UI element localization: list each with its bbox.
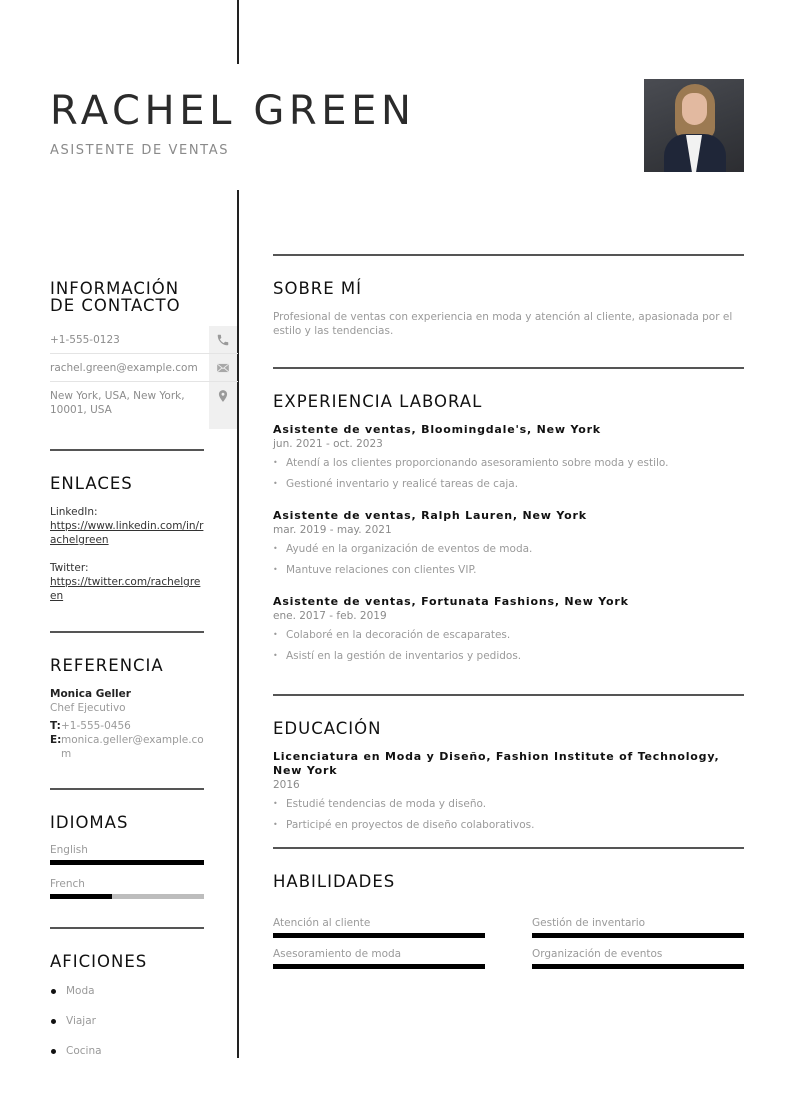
section-divider bbox=[50, 788, 204, 790]
reference-email-label: E: bbox=[50, 734, 62, 746]
skill-item bbox=[273, 948, 485, 969]
photo-face bbox=[682, 93, 707, 125]
phone-value: +1-555-0123 bbox=[50, 334, 120, 346]
education-bullet: • Estudié tendencias de moda y diseño. bbox=[273, 797, 744, 811]
hobby-label: Cocina bbox=[66, 1045, 102, 1057]
about-text: Profesional de ventas con experiencia en moda y atención al cliente, apasionada por el estilo y las tendencias. bbox=[273, 311, 733, 337]
hobby-label: Viajar bbox=[66, 1015, 96, 1027]
address-value: New York, USA, New York, 10001, USA bbox=[50, 390, 185, 416]
linkedin-label: LinkedIn: bbox=[50, 506, 98, 518]
hobby-item bbox=[50, 984, 204, 998]
reference-phone bbox=[50, 719, 204, 733]
language-level-fill bbox=[50, 860, 204, 865]
job-entry bbox=[273, 595, 744, 663]
hobby-item bbox=[50, 1014, 204, 1028]
hobbies-section bbox=[50, 953, 204, 1058]
map-pin-icon bbox=[209, 382, 237, 429]
reference-section bbox=[50, 657, 204, 761]
skill-item bbox=[532, 917, 744, 938]
skills-grid bbox=[273, 917, 744, 969]
about-title: SOBRE MÍ bbox=[273, 279, 363, 298]
job-dates: jun. 2021 - oct. 2023 bbox=[273, 438, 383, 450]
education-section bbox=[273, 720, 744, 832]
reference-email-value[interactable]: monica.geller@example.com bbox=[61, 734, 204, 760]
reference-phone-label: T: bbox=[50, 720, 61, 732]
links-list bbox=[50, 505, 204, 603]
twitter-label: Twitter: bbox=[50, 562, 89, 574]
bullet-icon bbox=[51, 1049, 56, 1054]
job-heading: Asistente de ventas, Bloomingdale's, New York bbox=[273, 423, 601, 436]
section-divider bbox=[50, 927, 204, 929]
degree-heading: Licenciatura en Moda y Diseño, Fashion Institute of Technology, New York bbox=[273, 750, 720, 777]
reference-name: Monica Geller bbox=[50, 688, 131, 700]
language-name: English bbox=[50, 844, 88, 856]
language-item bbox=[50, 844, 204, 865]
section-divider bbox=[273, 367, 744, 369]
job-heading: Asistente de ventas, Fortunata Fashions, New York bbox=[273, 595, 629, 608]
job-bullet: • Asistí en la gestión de inventarios y pedidos. bbox=[273, 649, 744, 663]
job-bullet: • Colaboré en la decoración de escaparates. bbox=[273, 628, 744, 642]
vertical-divider-top bbox=[237, 0, 239, 64]
vertical-divider bbox=[237, 190, 239, 1058]
contact-section-title bbox=[50, 280, 204, 314]
job-bullet: • Gestioné inventario y realicé tareas de caja. bbox=[273, 477, 744, 491]
contact-address bbox=[50, 382, 238, 429]
hobby-label: Moda bbox=[66, 985, 95, 997]
hobbies-title: AFICIONES bbox=[50, 952, 148, 971]
reference-role: Chef Ejecutivo bbox=[50, 702, 126, 714]
links-section bbox=[50, 475, 204, 603]
contact-title-line1: INFORMACIÓN bbox=[50, 279, 180, 298]
job-dates: mar. 2019 - may. 2021 bbox=[273, 524, 392, 536]
job-entry bbox=[273, 509, 744, 577]
envelope-icon bbox=[209, 354, 237, 381]
bullet-icon bbox=[51, 1019, 56, 1024]
job-bullet: • Atendí a los clientes proporcionando asesoramiento sobre moda y estilo. bbox=[273, 456, 744, 470]
degree-year: 2016 bbox=[273, 779, 300, 791]
bullet-icon bbox=[51, 989, 56, 994]
about-section bbox=[273, 280, 744, 338]
phone-icon bbox=[209, 326, 237, 353]
email-value[interactable]: rachel.green@example.com bbox=[50, 362, 198, 374]
education-title: EDUCACIÓN bbox=[273, 719, 382, 738]
profile-photo bbox=[644, 79, 744, 172]
section-divider bbox=[50, 631, 204, 633]
experience-section bbox=[273, 393, 744, 663]
skill-level-bar bbox=[532, 964, 744, 969]
skill-name: Atención al cliente bbox=[273, 917, 371, 929]
linkedin-link[interactable]: https://www.linkedin.com/in/rachelgreen bbox=[50, 520, 204, 546]
language-item bbox=[50, 878, 204, 899]
candidate-title: ASISTENTE DE VENTAS bbox=[50, 143, 230, 158]
experience-title: EXPERIENCIA LABORAL bbox=[273, 392, 483, 411]
language-level-bar bbox=[50, 894, 204, 899]
skill-name: Gestión de inventario bbox=[532, 917, 646, 929]
reference-phone-value: +1-555-0456 bbox=[61, 720, 131, 732]
job-bullet: • Mantuve relaciones con clientes VIP. bbox=[273, 563, 744, 577]
skill-name: Organización de eventos bbox=[532, 948, 663, 960]
skills-title: HABILIDADES bbox=[273, 872, 396, 891]
contact-list bbox=[50, 326, 238, 429]
section-divider bbox=[273, 694, 744, 696]
reference-email bbox=[50, 733, 204, 761]
contact-title-line2: DE CONTACTO bbox=[50, 296, 181, 315]
section-divider bbox=[50, 449, 204, 451]
skill-level-bar bbox=[273, 964, 485, 969]
candidate-name: RACHEL GREEN bbox=[50, 88, 416, 134]
section-divider bbox=[273, 847, 744, 849]
language-level-fill bbox=[50, 894, 112, 899]
hobby-item bbox=[50, 1044, 204, 1058]
job-dates: ene. 2017 - feb. 2019 bbox=[273, 610, 387, 622]
reference-title: REFERENCIA bbox=[50, 656, 164, 675]
skill-level-bar bbox=[273, 933, 485, 938]
job-entry bbox=[273, 423, 744, 491]
contact-email bbox=[50, 354, 238, 382]
contact-phone bbox=[50, 326, 238, 354]
skill-name: Asesoramiento de moda bbox=[273, 948, 402, 960]
twitter-link[interactable]: https://twitter.com/rachelgreen bbox=[50, 576, 201, 602]
skill-level-bar bbox=[532, 933, 744, 938]
skill-item bbox=[532, 948, 744, 969]
job-bullet: • Ayudé en la organización de eventos de moda. bbox=[273, 542, 744, 556]
job-heading: Asistente de ventas, Ralph Lauren, New York bbox=[273, 509, 587, 522]
education-bullet: • Participé en proyectos de diseño colaborativos. bbox=[273, 818, 744, 832]
skill-item bbox=[273, 917, 485, 938]
language-name: French bbox=[50, 878, 85, 890]
languages-title: IDIOMAS bbox=[50, 813, 129, 832]
skills-section bbox=[273, 873, 744, 891]
section-divider bbox=[273, 254, 744, 256]
language-level-bar bbox=[50, 860, 204, 865]
languages-section bbox=[50, 814, 204, 899]
links-title: ENLACES bbox=[50, 474, 133, 493]
